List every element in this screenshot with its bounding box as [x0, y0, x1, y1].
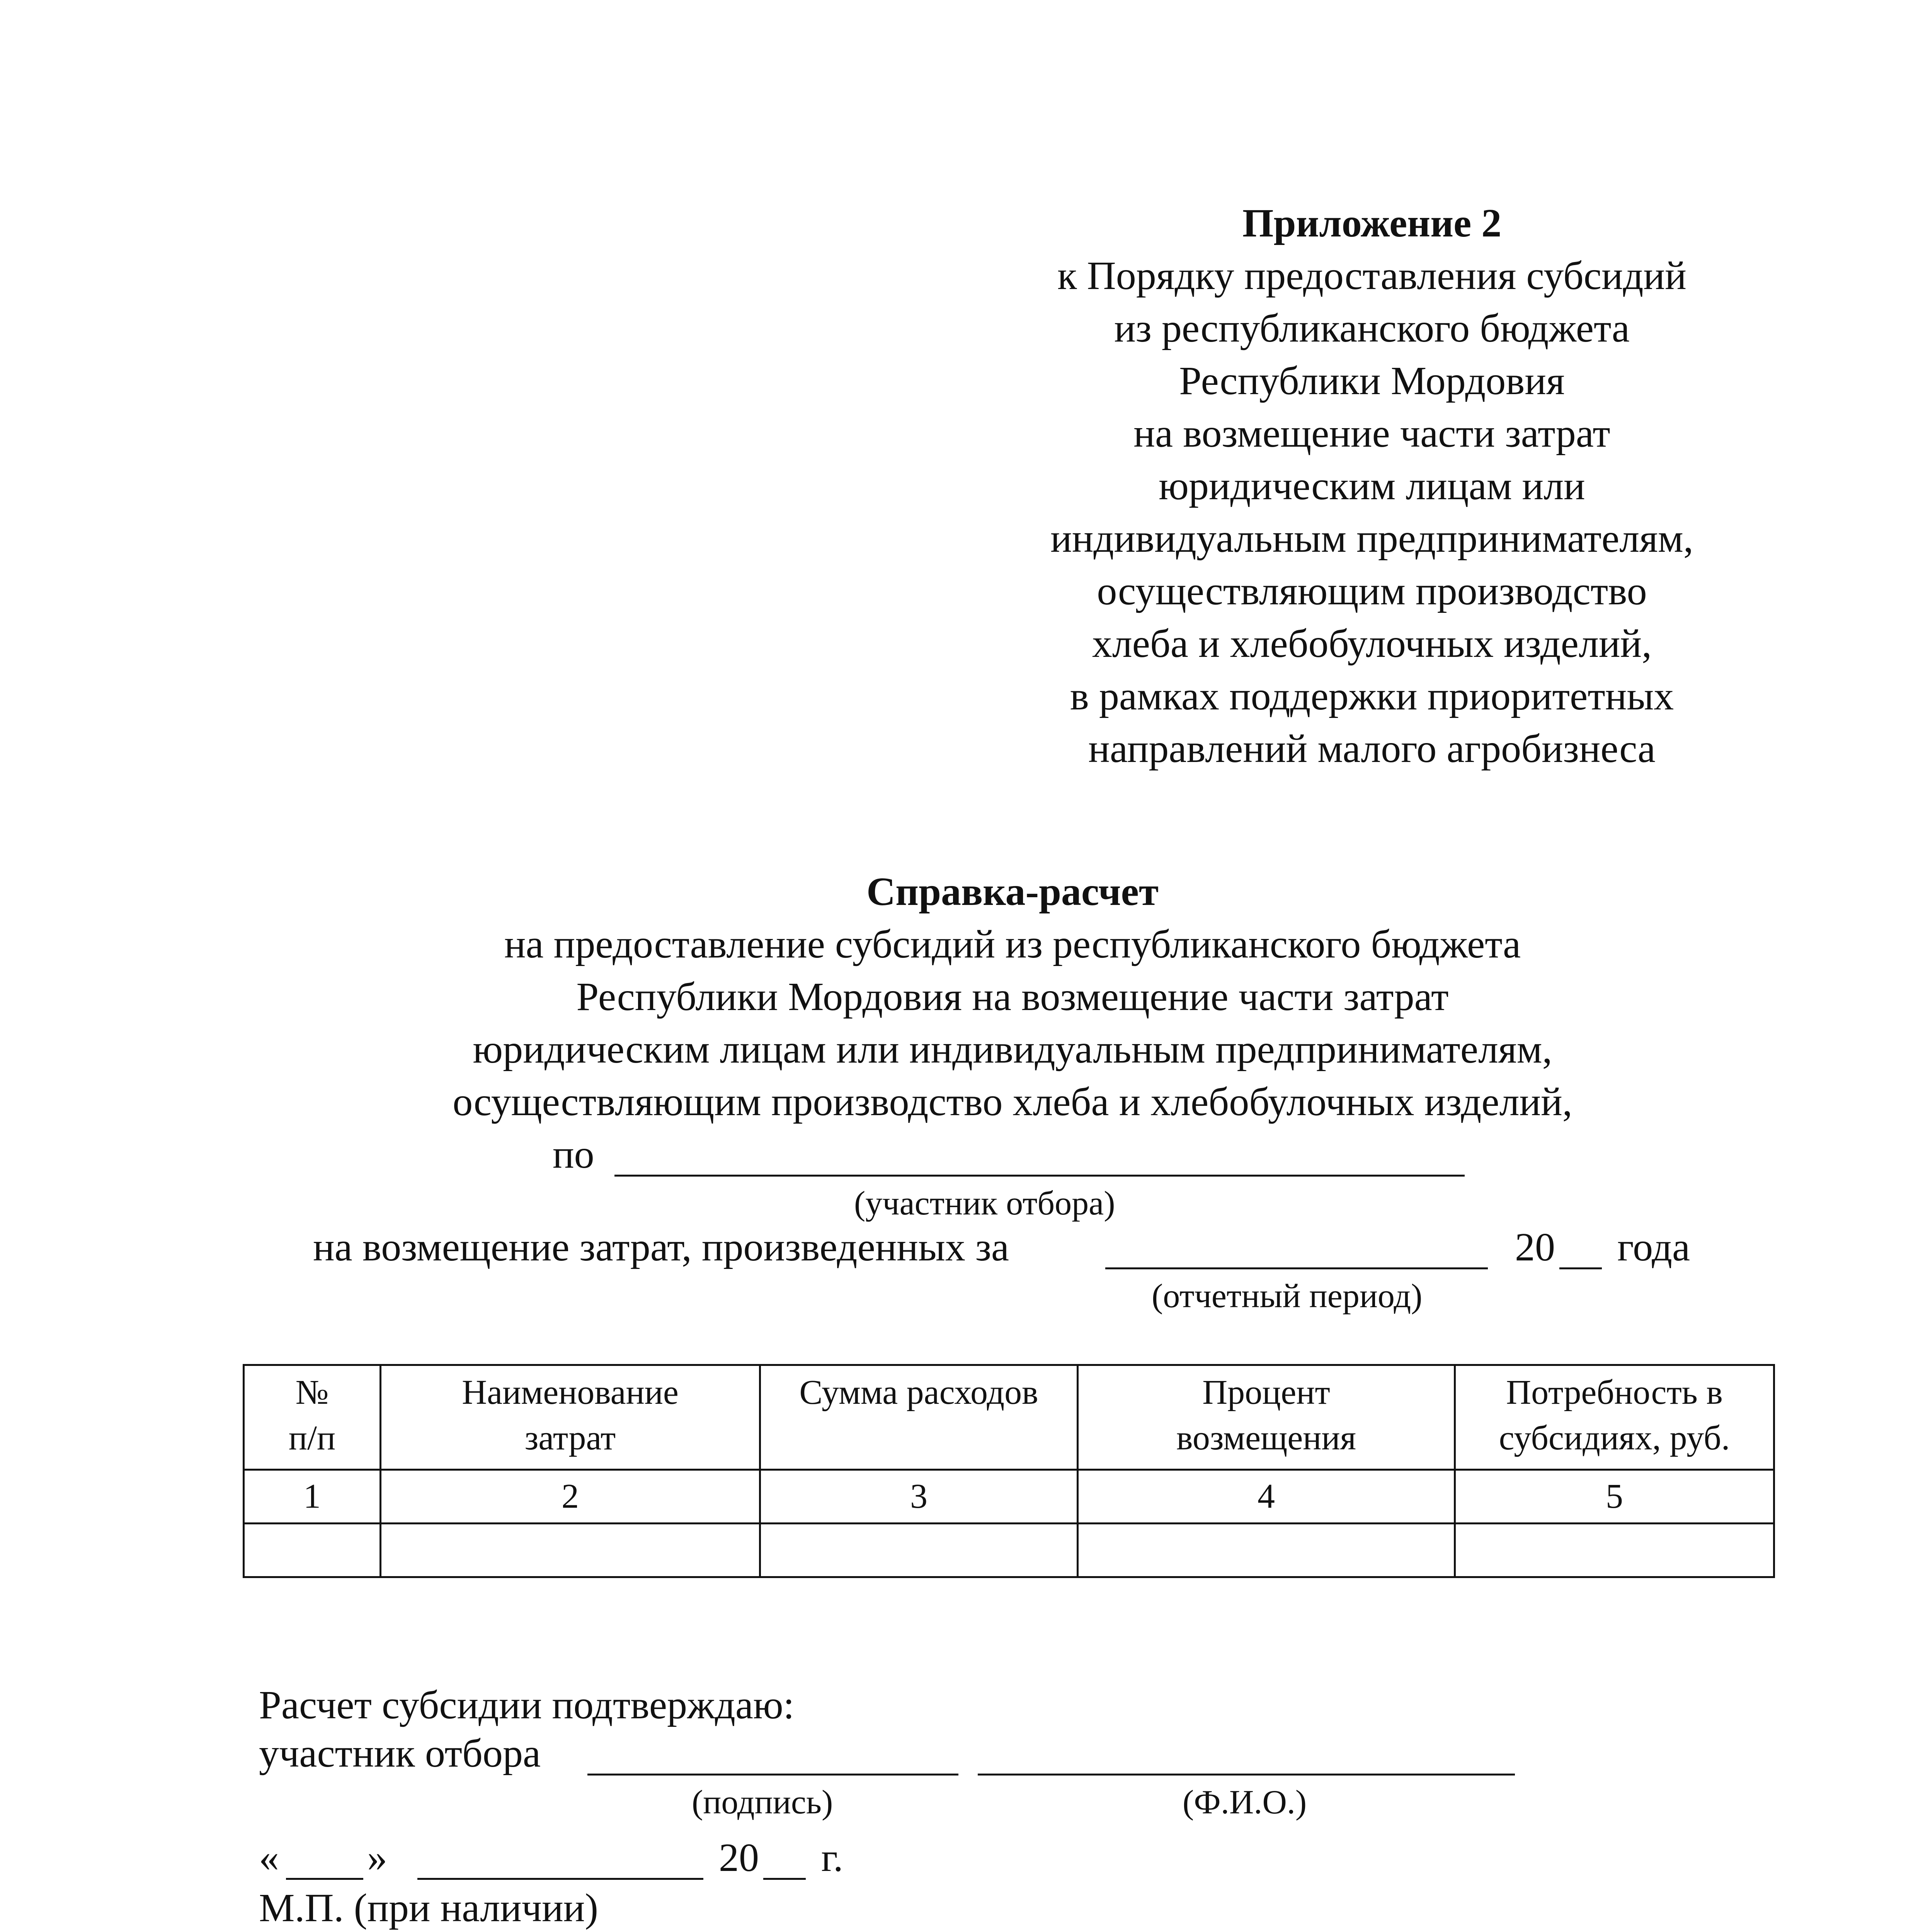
appendix-line: на возмещение части затрат — [1133, 411, 1610, 456]
period-field[interactable] — [1105, 1267, 1488, 1269]
day-field[interactable] — [286, 1878, 363, 1880]
fio-caption: (Ф.И.О.) — [1183, 1784, 1307, 1821]
quote-open: « — [259, 1835, 279, 1880]
period-label: на возмещение затрат, произведенных за — [313, 1225, 1009, 1269]
appendix-line: хлеба и хлебобулочных изделий, — [1092, 621, 1652, 666]
table-cell: 5 — [1455, 1470, 1774, 1524]
appendix-line: в рамках поддержки приоритетных — [1070, 674, 1674, 718]
table-header-cell: Процент возмещения — [1078, 1365, 1455, 1470]
table-cell[interactable] — [760, 1524, 1078, 1577]
po-label: по — [553, 1132, 594, 1177]
signature-caption: (подпись) — [692, 1784, 833, 1821]
table-cell[interactable] — [244, 1524, 381, 1577]
appendix-line: к Порядку предоставления субсидий — [1057, 253, 1686, 298]
table-header-cell: Наименование затрат — [381, 1365, 760, 1470]
signature-field[interactable] — [587, 1774, 958, 1776]
table-cell: 1 — [244, 1470, 381, 1524]
date-year-prefix: 20 — [719, 1835, 759, 1880]
quote-close: » — [367, 1835, 387, 1880]
title-line: Республики Мордовия на возмещение части затрат — [576, 975, 1449, 1019]
title-line: юридическим лицам или индивидуальным предпринимателям, — [473, 1027, 1552, 1071]
table-cell: 2 — [381, 1470, 760, 1524]
date-year-field[interactable] — [763, 1878, 806, 1880]
document-title — [271, 866, 1755, 1128]
table-header-row — [244, 1365, 1774, 1470]
appendix-line: осуществляющим производство — [1097, 569, 1647, 613]
period-year-prefix: 20 — [1515, 1225, 1555, 1269]
participant-caption: (участник отбора) — [854, 1185, 1115, 1222]
appendix-line: направлений малого агробизнеса — [1088, 726, 1656, 771]
table-number-row — [244, 1470, 1774, 1524]
period-year-suffix: года — [1617, 1225, 1690, 1269]
appendix-header — [947, 197, 1797, 775]
table-header-cell: Потребность в субсидиях, руб. — [1455, 1365, 1774, 1470]
fio-field[interactable] — [978, 1774, 1515, 1776]
month-field[interactable] — [417, 1878, 703, 1880]
title-heading: Справка-расчет — [866, 869, 1159, 914]
table-cell: 4 — [1078, 1470, 1455, 1524]
appendix-line: индивидуальным предпринимателям, — [1050, 516, 1693, 561]
date-year-suffix: г. — [821, 1835, 843, 1880]
calculation-table — [243, 1364, 1775, 1578]
stamp-label: М.П. (при наличии) — [259, 1886, 599, 1930]
table-header-cell: Сумма расходов — [760, 1365, 1078, 1470]
table-cell: 3 — [760, 1470, 1078, 1524]
participant-field[interactable] — [614, 1175, 1465, 1177]
appendix-heading: Приложение 2 — [1242, 201, 1502, 245]
appendix-line: юридическим лицам или — [1159, 464, 1585, 508]
period-caption: (отчетный период) — [1152, 1277, 1423, 1315]
participant-label: участник отбора — [259, 1731, 541, 1776]
table-cell[interactable] — [1455, 1524, 1774, 1577]
appendix-line: из республиканского бюджета — [1114, 306, 1630, 350]
confirm-heading: Расчет субсидии подтверждаю: — [259, 1683, 795, 1727]
title-line: на предоставление субсидий из республиканского бюджета — [504, 922, 1521, 966]
table-row — [244, 1524, 1774, 1577]
title-line: осуществляющим производство хлеба и хлебобулочных изделий, — [453, 1080, 1572, 1124]
table-cell[interactable] — [1078, 1524, 1455, 1577]
table-cell[interactable] — [381, 1524, 760, 1577]
appendix-line: Республики Мордовия — [1179, 359, 1565, 403]
table-header-cell: № п/п — [244, 1365, 381, 1470]
period-year-field[interactable] — [1559, 1267, 1602, 1269]
